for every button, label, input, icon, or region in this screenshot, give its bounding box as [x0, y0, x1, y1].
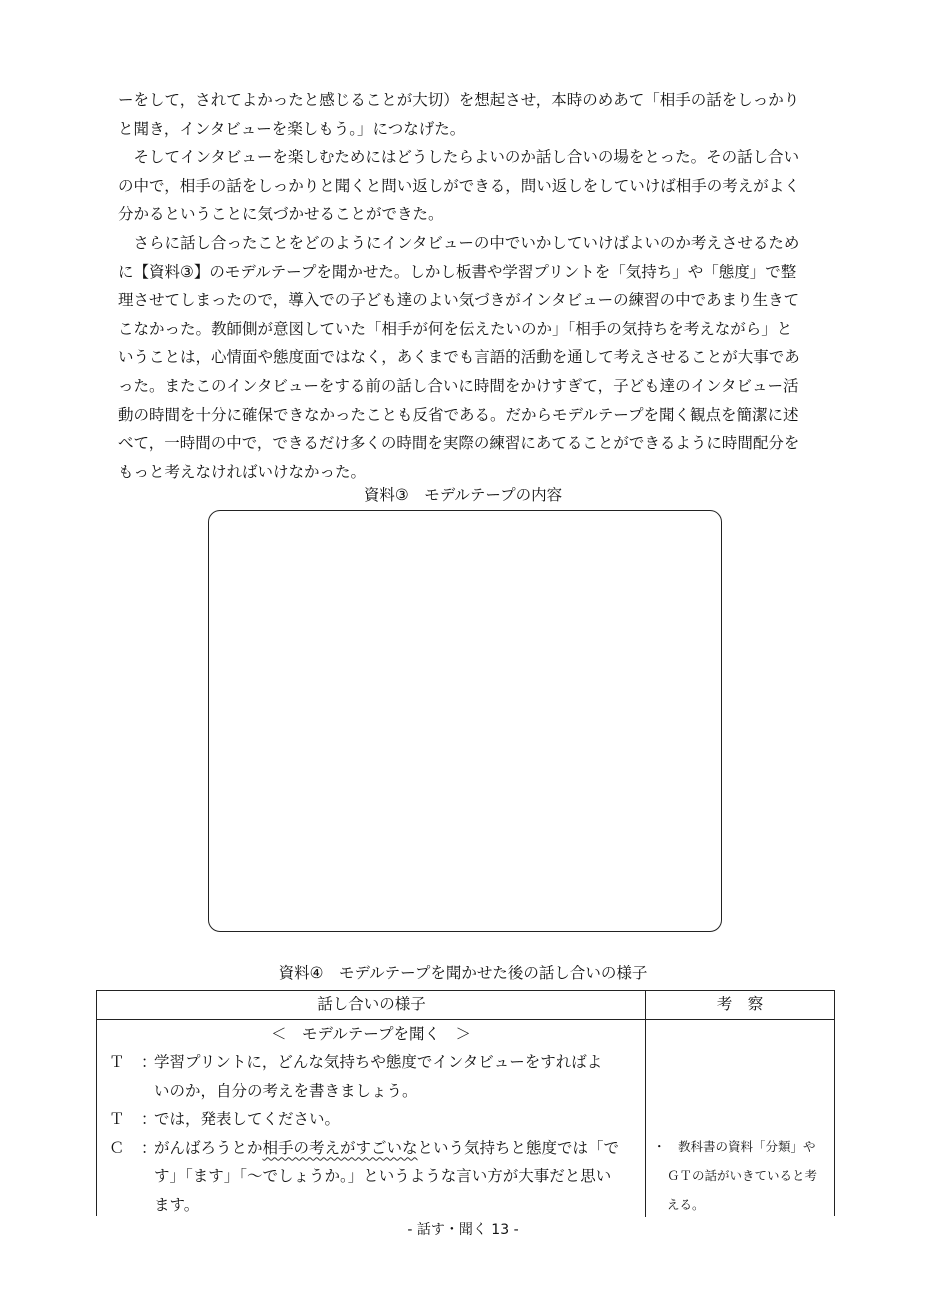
utterance-suffix: という気持ちと態度では「で [417, 1138, 620, 1157]
utterance-text: す」「ます」「～でしょうか。」というような言い方が大事だと思い [154, 1167, 612, 1185]
remark-line: ・ 教科書の資料「分類」や [653, 1139, 816, 1154]
speaker-label: Ｔ [109, 1110, 125, 1128]
body-text [118, 86, 842, 486]
remarks-column [653, 1132, 829, 1219]
utterance-text [154, 1134, 619, 1163]
text-line: と聞き，インタビューを楽しもう。」につなげた。 [118, 119, 466, 138]
text-line: いうことは，心情面や態度面ではなく，あくまでも言語的活動を通して考えさせることが大事であ [118, 348, 800, 367]
text-line: った。またこのインタビューをする前の話し合いに時間をかけすぎて，子ども達のインタビュー活 [118, 376, 799, 395]
speaker-colon: ： [141, 1138, 157, 1157]
utterance-text: ます。 [154, 1195, 200, 1214]
speaker-colon: ： [141, 1053, 157, 1071]
text-line: ーをして，されてよかったと感じることが大切）を想起させ，本時のめあて「相手の話をしっかり [118, 91, 800, 109]
material3-caption: 資料③ モデルテープの内容 [363, 486, 563, 504]
column-divider [645, 991, 646, 1217]
text-line: 理させてしまったので，導入での子ども達のよい気づきがインタビューの練習の中であまり生きて [118, 291, 800, 310]
paragraph-3 [118, 229, 842, 486]
discussion-column [97, 1020, 645, 1219]
speaker-label: Ｔ [109, 1053, 125, 1071]
text-line: さらに話し合ったことをどのようにインタビューの中でいかしていけばよいのか考えさせるため [133, 233, 800, 252]
table-header [97, 991, 834, 1020]
text-line: そしてインタビューを楽しむためにはどうしたらよいのか話し合いの場をとった。その話し合い [133, 148, 800, 167]
utterance-text: いのか，自分の考えを書きましょう。 [154, 1081, 418, 1100]
speaker-label: Ｃ [109, 1138, 125, 1157]
table-row-continuation [97, 1191, 645, 1220]
text-line: 動の時間を十分に確保できなかったことも反省である。だからモデルテープを聞く観点を簡潔に述 [118, 405, 799, 424]
text-line: べて，一時間の中で，できるだけ多くの時間を実際の練習にあてることができるように時間配分を [118, 434, 800, 453]
table-row-continuation [97, 1162, 645, 1191]
paragraph-2 [118, 143, 842, 229]
utterance-text: 学習プリントに，どんな気持ちや態度でインタビューをすればよ [154, 1053, 603, 1071]
page-footer: - 話す・聞く 13 - [407, 1222, 519, 1238]
header-remarks: 考 察 [716, 995, 764, 1013]
text-line: こなかった。教師側が意図していた「相手が何を伝えたいのか」「相手の気持ちを考えながら」と [118, 319, 793, 338]
table-row [97, 1105, 645, 1134]
paragraph-1 [118, 86, 842, 143]
subheading: ＜ モデルテープを聞く ＞ [271, 1025, 471, 1043]
text-line: の中で，相手の話をしっかりと聞くと問い返しができる，問い返しをしていけば相手の考えがよく [118, 176, 800, 195]
table-row [97, 1134, 645, 1163]
wavy-underlined-phrase: 相手の考えがすごいな [262, 1138, 418, 1157]
remark-line: ＧＴの話がいきていると考 [667, 1168, 818, 1183]
text-line: 分かるということに気づかせることができた。 [118, 205, 444, 224]
text-line: に【資料③】のモデルテープを聞かせた。しかし板書や学習プリントを「気持ち」や「態度」で整 [118, 262, 797, 281]
table-row-continuation [97, 1077, 645, 1106]
discussion-table [96, 990, 835, 1216]
utterance-text: では，発表してください。 [154, 1110, 341, 1128]
utterance-prefix: がんばろうとか [154, 1138, 263, 1157]
remark-line: える。 [667, 1197, 705, 1212]
material4-caption: 資料④ モデルテープを聞かせた後の話し合いの様子 [278, 964, 648, 982]
speaker-colon: ： [141, 1110, 157, 1128]
model-tape-content-box [208, 510, 722, 932]
text-line: もっと考えなければいけなかった。 [118, 462, 367, 481]
header-discussion: 話し合いの様子 [317, 995, 426, 1013]
table-row [97, 1048, 645, 1077]
